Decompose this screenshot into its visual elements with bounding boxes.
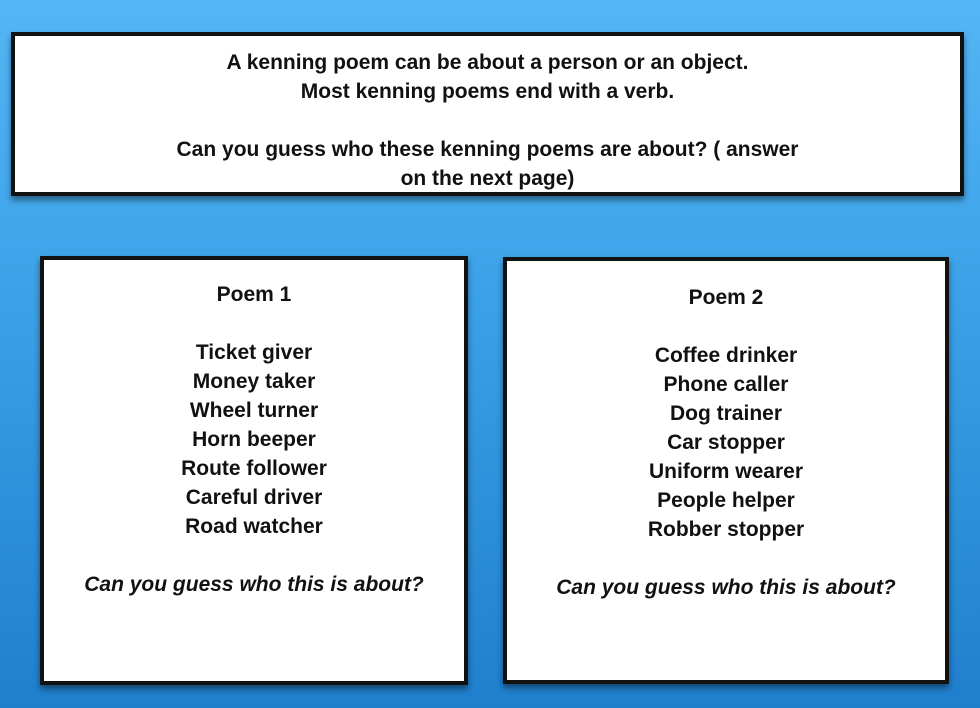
intro-line: A kenning poem can be about a person or an object. [226, 51, 749, 74]
poem-line: Ticket giver [195, 341, 313, 364]
poem-line: Careful driver [185, 486, 323, 509]
poem-question: Can you guess who this is about? [84, 573, 424, 596]
poem-line: People helper [657, 489, 795, 512]
poem-line: Uniform wearer [648, 460, 804, 483]
intro-line: on the next page) [400, 167, 575, 190]
poem-line: Dog trainer [669, 402, 782, 425]
spacer [44, 541, 464, 570]
intro-line: Most kenning poems end with a verb. [300, 80, 675, 103]
poem-line: Phone caller [663, 373, 789, 396]
poem-line: Route follower [181, 457, 327, 480]
poem-line: Wheel turner [189, 399, 319, 422]
poem-title: Poem 2 [688, 286, 764, 309]
poem-line: Coffee drinker [654, 344, 798, 367]
intro-line: Can you guess who these kenning poems are about? ( answer [176, 138, 799, 161]
poem-line: Robber stopper [647, 518, 805, 541]
poem-card-1 [40, 256, 468, 685]
poem-card-2 [503, 257, 949, 684]
poem-line: Car stopper [667, 431, 785, 454]
intro-box [11, 32, 964, 196]
poem-line: Horn beeper [192, 428, 316, 451]
poem-question: Can you guess who this is about? [556, 576, 896, 599]
poem-title: Poem 1 [216, 283, 292, 306]
spacer [507, 312, 945, 341]
spacer [44, 309, 464, 338]
intro-gap [15, 106, 960, 135]
spacer [507, 544, 945, 573]
poem-line: Road watcher [185, 515, 323, 538]
poem-line: Money taker [192, 370, 316, 393]
